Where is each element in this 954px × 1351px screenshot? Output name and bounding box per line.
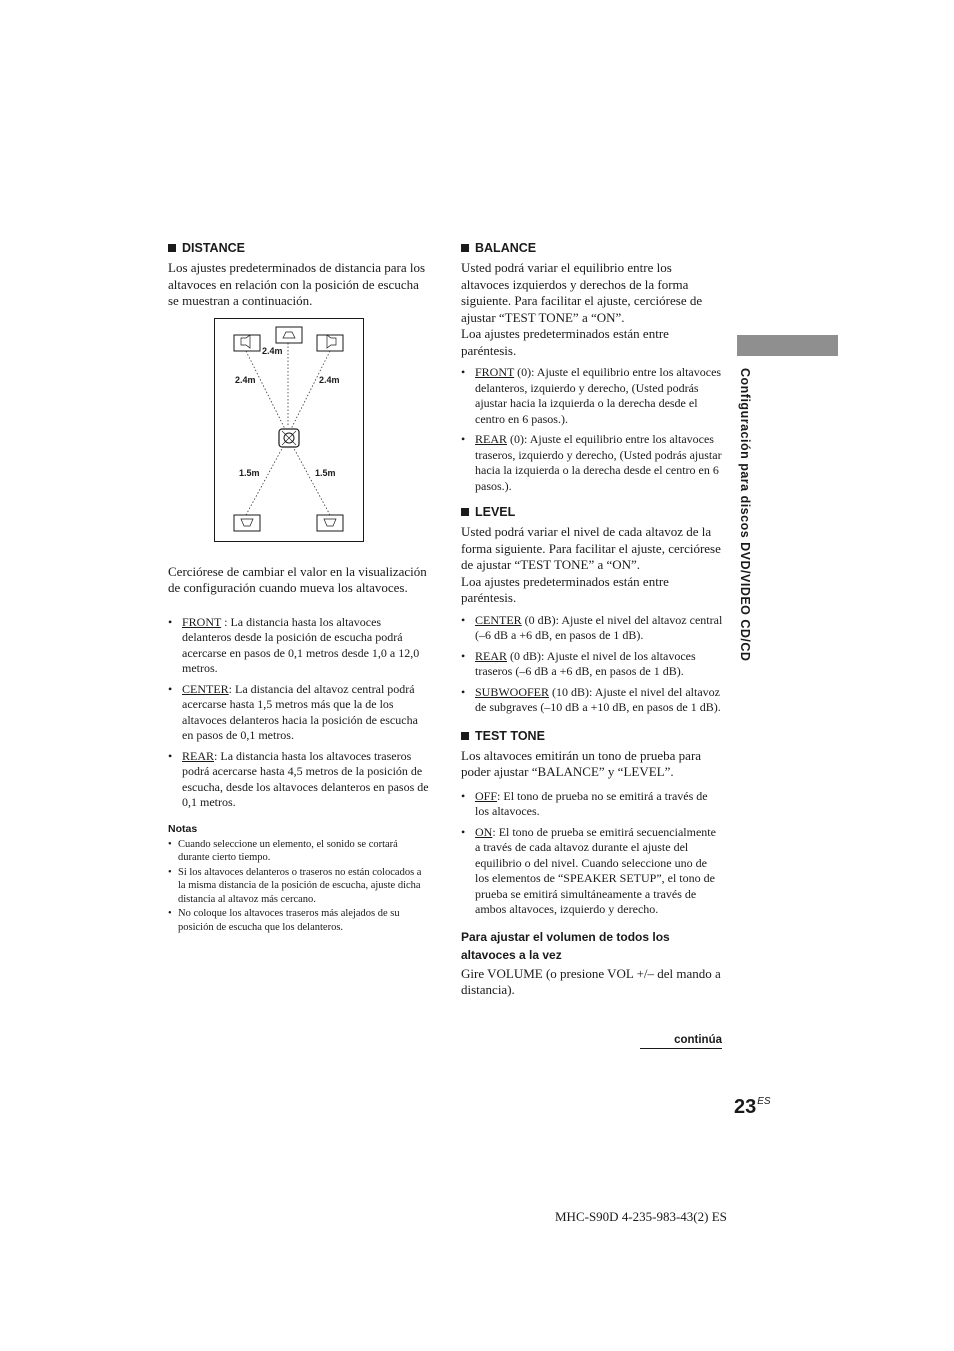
note-item: • Si los altavoces delanteros o traseros no están colocados a la misma distancia de la posición de escucha, ajuste dicha distancia al altavoz más cercano. — [168, 866, 430, 907]
speaker-distance-diagram — [214, 318, 364, 542]
note-item: • No coloque los altavoces traseros más alejados de su posición de escucha que los delanteros. — [168, 907, 430, 934]
line-rear-right — [291, 443, 330, 515]
section-tab-marker — [737, 335, 838, 356]
level-defaults-note: Loa ajustes predeterminados están entre paréntesis. — [461, 573, 669, 605]
list-item: • REAR (0 dB): Ajuste el nivel de los altavoces traseros (–6 dB a +6 dB, en pasos de 1 dB). — [461, 649, 723, 680]
balance-defaults-note: Loa ajustes predeterminados están entre paréntesis. — [461, 326, 669, 358]
speaker-rear-right-icon — [317, 515, 343, 531]
line-front-left — [246, 351, 285, 429]
line-rear-left — [246, 443, 285, 515]
speaker-center-icon — [276, 327, 302, 343]
list-item: • CENTER (0 dB): Ajuste el nivel del altavoz central (–6 dB a +6 dB, en pasos de 1 dB). — [461, 613, 723, 644]
speaker-front-left-icon — [234, 335, 260, 351]
test-tone-heading: TEST TONE — [461, 728, 723, 744]
left-column — [168, 240, 430, 935]
notes-heading: Notas — [168, 822, 198, 835]
right-column — [461, 240, 723, 999]
test-tone-list — [461, 789, 723, 918]
list-item: • FRONT (0): Ajuste el equilibrio entre los altavoces delanteros, izquierdo y derecho, (Usted podrás ajustar hacia la izquierda o la derecha desde el centro en 6 pasos.). — [461, 365, 723, 427]
label-rear-right-distance: 1.5m — [315, 467, 336, 478]
list-item: • ON: El tono de prueba se emitirá secuencialmente a través de cada altavoz durante el ajuste del equilibrio o del nivel. Cuando seleccione uno de los elementos de “SPEAKER SETUP”, el tono de prueba se emitirá simultáneamente a través de ambos altavoces, izquierdo y derecho. — [461, 825, 723, 918]
list-item: • CENTER: La distancia del altavoz central podrá acercarse hasta 1,5 metros más que la de los altavoces delanteros hacia la posición de escucha en pasos de 0,1 metros. — [168, 682, 430, 744]
list-item: • FRONT : La distancia hasta los altavoces delanteros desde la posición de escucha podrá acercarse en pasos de 0,1 metros desde 1,0 a 12,0 metros. — [168, 615, 430, 677]
label-rear-left-distance: 1.5m — [239, 467, 260, 478]
distance-list — [168, 615, 430, 811]
list-item: • SUBWOOFER (10 dB): Ajuste el nivel del altavoz de subgraves (–10 dB a +10 dB, en pasos de 1 dB). — [461, 685, 723, 716]
volume-subheading: Para ajustar el volumen de todos los altavoces a la vez — [461, 929, 670, 962]
square-bullet-icon — [461, 508, 469, 516]
continues-indicator: continúa — [640, 1034, 722, 1049]
label-center-distance: 2.4m — [262, 345, 283, 356]
level-intro: Usted podrá variar el nivel de cada altavoz de la forma siguiente. Para facilitar el ajuste, cerciórese de ajustar “TEST TONE” a “ON”. — [461, 524, 721, 572]
square-bullet-icon — [168, 244, 176, 252]
speaker-rear-left-icon — [234, 515, 260, 531]
distance-heading: DISTANCE — [168, 240, 430, 256]
line-front-right — [291, 351, 330, 429]
label-front-right-distance: 2.4m — [319, 374, 340, 385]
test-tone-intro: Los altavoces emitirán un tono de prueba para poder ajustar “BALANCE” y “LEVEL”. — [461, 747, 702, 779]
speaker-front-right-icon — [317, 335, 343, 351]
notes-list — [168, 838, 430, 935]
speaker-layout-svg — [215, 319, 363, 541]
balance-intro: Usted podrá variar el equilibrio entre los altavoces izquierdos y derechos de la forma siguiente. Para facilitar el ajuste, cerciórese de ajustar “TEST TONE” a “ON”. — [461, 260, 703, 325]
list-item: • REAR (0): Ajuste el equilibrio entre los altavoces traseros, izquierdo y derecho, (Usted podrás ajustar hacia la izquierda o la derecha desde el centro en 6 pasos.). — [461, 432, 723, 494]
level-list — [461, 613, 723, 716]
balance-list — [461, 365, 723, 494]
model-code: MHC-S90D 4-235-983-43(2) ES — [555, 1209, 727, 1224]
square-bullet-icon — [461, 732, 469, 740]
distance-after-note: Cerciórese de cambiar el valor en la visualización de configuración cuando mueva los altavoces. — [168, 563, 427, 595]
side-section-title: Configuración para discos DVD/VIDEO CD/CD — [738, 368, 752, 662]
balance-heading: BALANCE — [461, 240, 723, 256]
level-heading: LEVEL — [461, 504, 723, 520]
list-item: • REAR: La distancia hasta los altavoces traseros podrá acercarse hasta 4,5 metros de la posición de escucha, desde los altavoces delanteros en pasos de 0,1 metros. — [168, 749, 430, 811]
distance-intro: Los ajustes predeterminados de distancia para los altavoces en relación con la posición de escucha se muestran a continuación. — [168, 260, 426, 308]
label-front-left-distance: 2.4m — [235, 374, 256, 385]
volume-instruction: Gire VOLUME (o presione VOL +/– del mando a distancia). — [461, 965, 721, 997]
listener-icon — [279, 429, 299, 447]
square-bullet-icon — [461, 244, 469, 252]
page-number: $23^{ES}$ — [734, 1096, 771, 1118]
list-item: • OFF: El tono de prueba no se emitirá a través de los altavoces. — [461, 789, 723, 820]
note-item: • Cuando seleccione un elemento, el sonido se cortará durante cierto tiempo. — [168, 838, 430, 865]
